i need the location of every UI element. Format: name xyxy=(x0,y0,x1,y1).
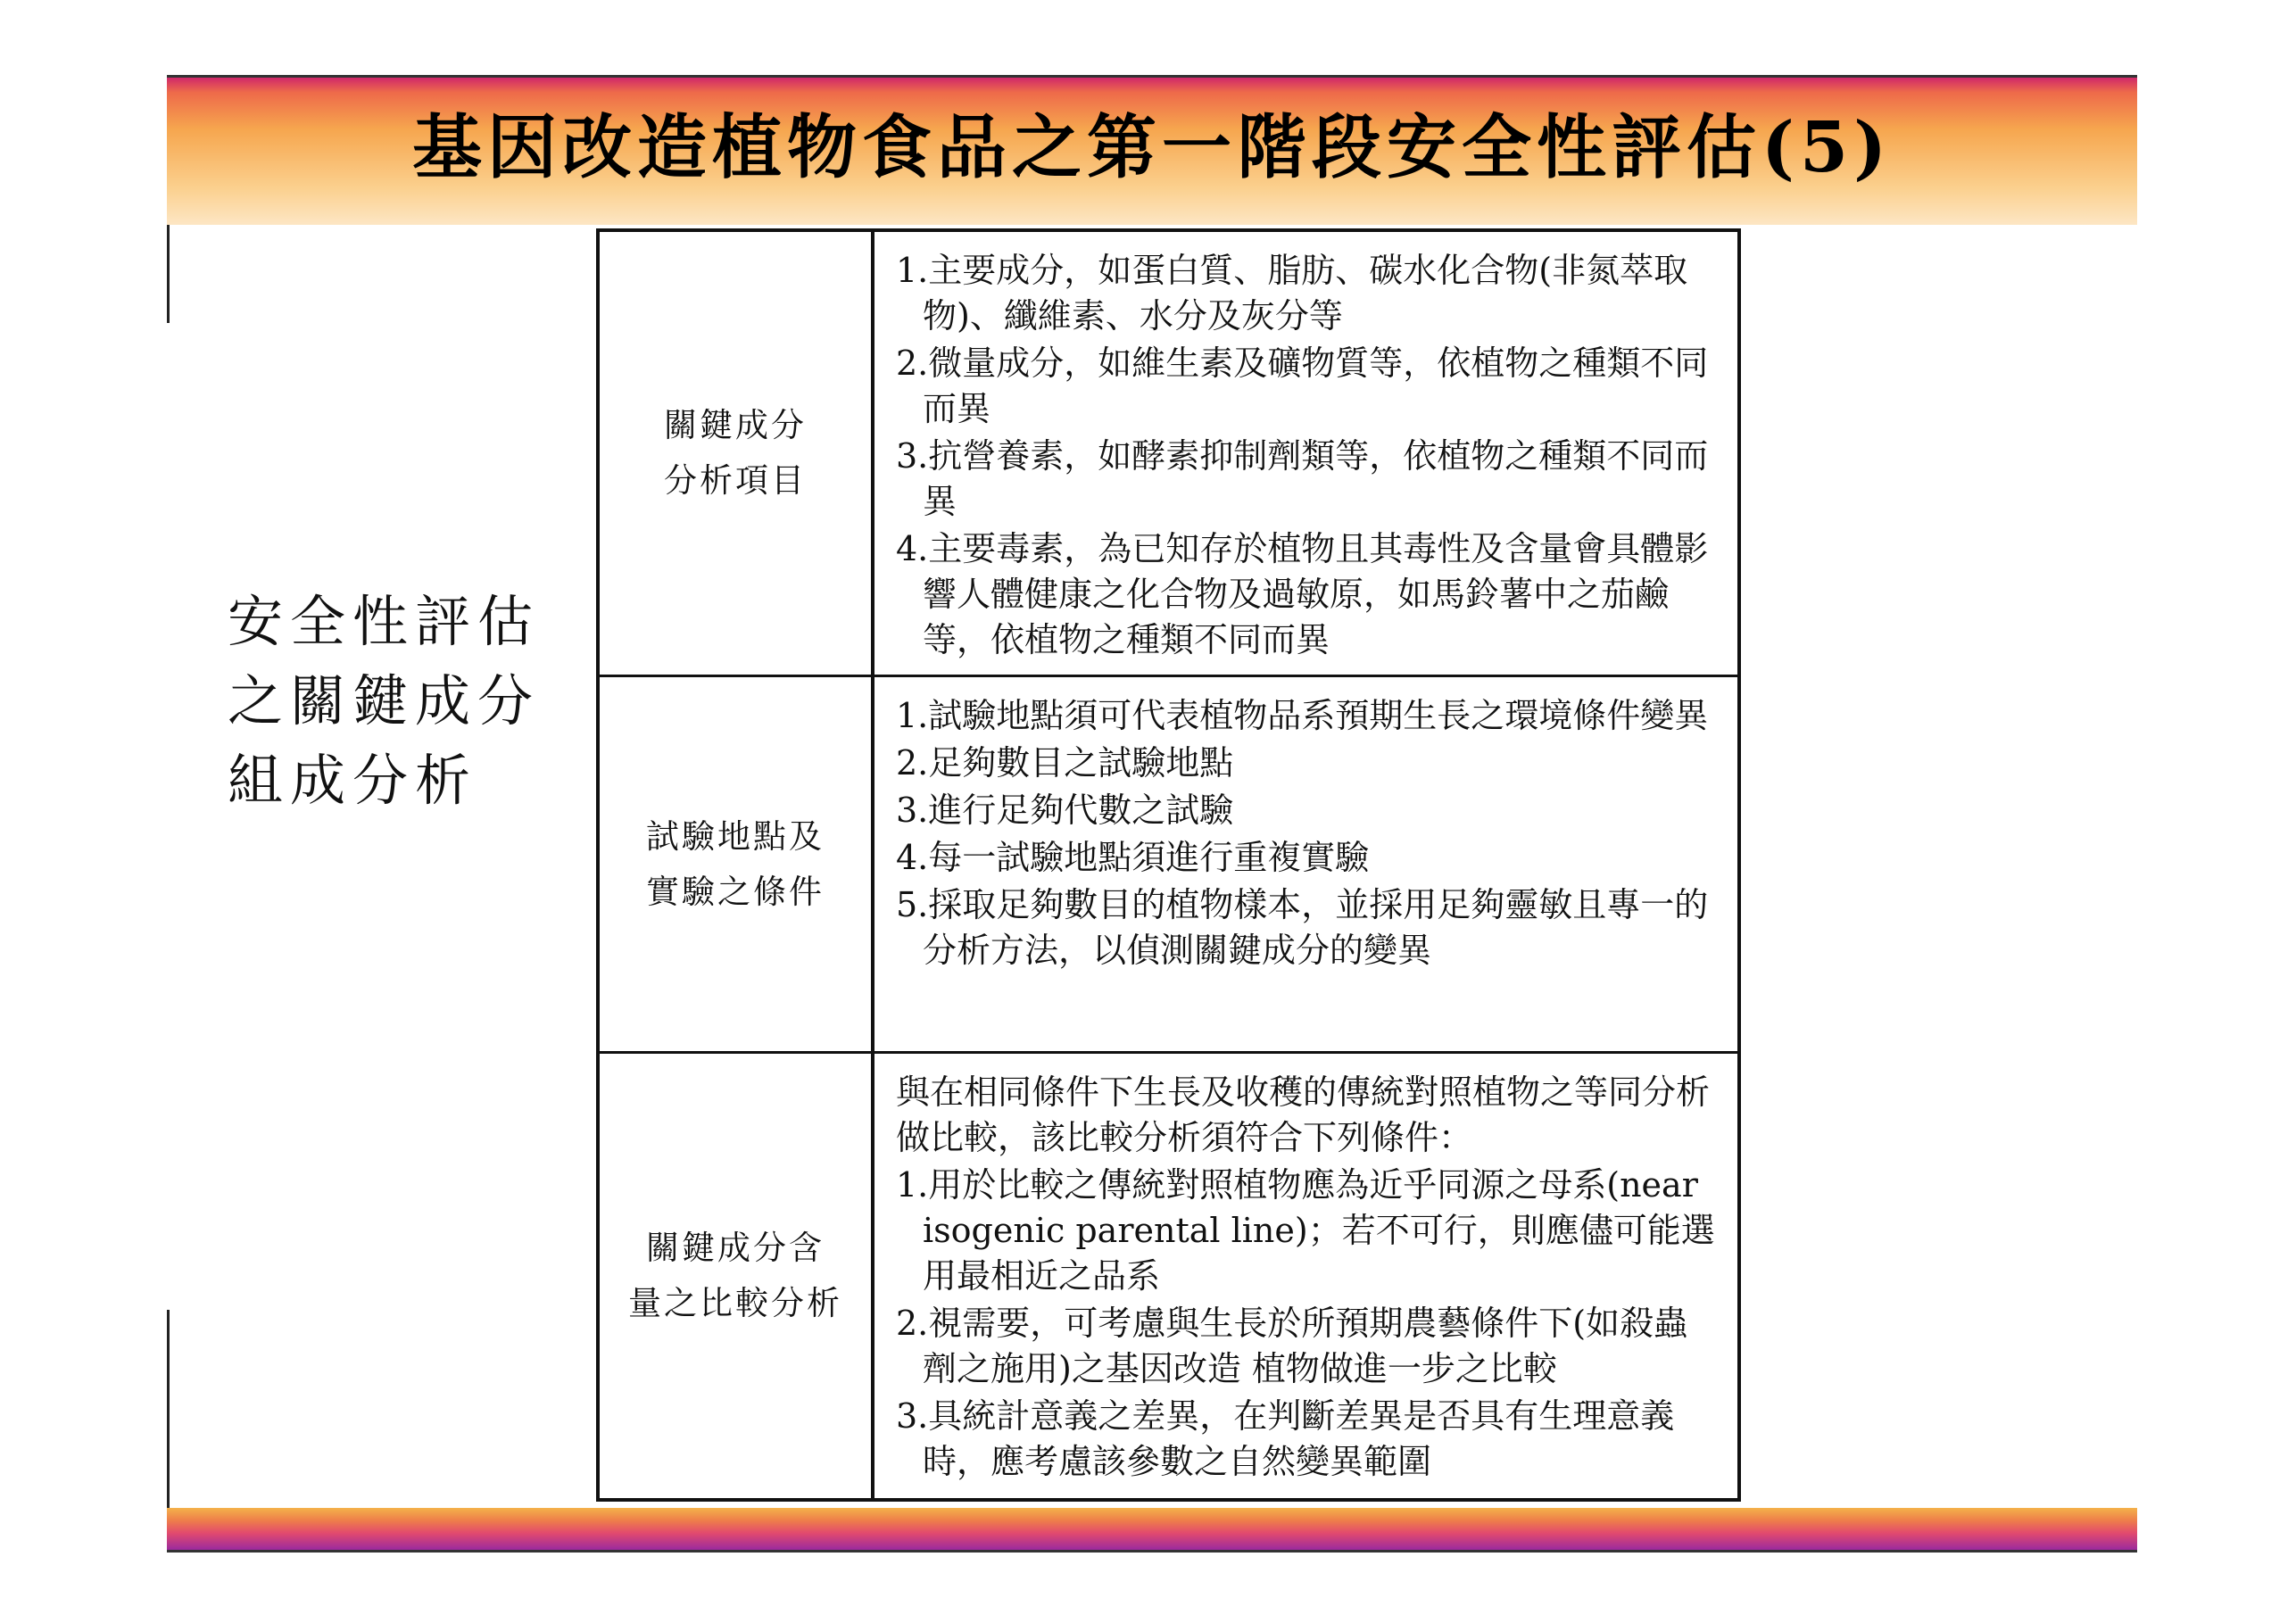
list-item: 1.用於比較之傳統對照植物應為近乎同源之母系(near isogenic parental line)；若不可行，則應儘可能選用最相近之品系 xyxy=(896,1165,1715,1296)
table-row xyxy=(600,1051,1737,1498)
row-label-cell xyxy=(600,1054,874,1498)
list-item: 2.足夠數目之試驗地點 xyxy=(896,743,1234,783)
row-label-line: 實驗之條件 xyxy=(646,872,825,911)
list-item: 4.主要毒素，為已知存於植物且其毒性及含量會具體影響人體健康之化合物及過敏原，如馬鈴薯中之茄鹼等，依植物之種類不同而異 xyxy=(896,529,1709,659)
list-item: 2.視需要，可考慮與生長於所預期農藝條件下(如殺蟲劑之施用)之基因改造 植物做進一步之比較 xyxy=(896,1304,1688,1388)
list-item: 3.抗營養素，如酵素抑制劑類等，依植物之種類不同而異 xyxy=(896,436,1709,521)
side-label-line: 組成分析 xyxy=(228,748,478,813)
analysis-table xyxy=(596,228,1741,1502)
side-label-line: 之關鍵成分 xyxy=(228,668,541,733)
row-label-line: 分析項目 xyxy=(664,461,807,500)
slide-title: 基因改造植物食品之第一階段安全性評估(5) xyxy=(411,107,1893,188)
footer-bar xyxy=(167,1508,2137,1553)
row-label-line: 關鍵成分 xyxy=(664,406,807,444)
row-label-line: 試驗地點及 xyxy=(646,816,825,856)
list-item: 4.每一試驗地點須進行重複實驗 xyxy=(896,838,1370,877)
row-content-cell xyxy=(874,1054,1737,1498)
side-label-line: 安全性評估 xyxy=(228,589,541,654)
list-item: 1.主要成分，如蛋白質、脂肪、碳水化合物(非氮萃取 物)、纖維素、水分及灰分等 xyxy=(896,251,1688,335)
row-content-cell xyxy=(874,677,1737,1051)
list-item: 1.試驗地點須可代表植物品系預期生長之環境條件變異 xyxy=(896,696,1709,735)
table-row xyxy=(600,675,1737,1051)
row-label-line: 量之比較分析 xyxy=(628,1284,842,1322)
table-row xyxy=(600,232,1737,675)
list-item: 3.進行足夠代數之試驗 xyxy=(896,791,1234,830)
row-label-cell xyxy=(600,232,874,675)
comparison-intro: 與在相同條件下生長及收穫的傳統對照植物之等同分析做比較，該比較分析須符合下列條件： xyxy=(896,1072,1711,1157)
row-content-cell xyxy=(874,232,1737,675)
row-label-cell xyxy=(600,677,874,1051)
row-label-line: 關鍵成分含 xyxy=(646,1229,825,1267)
side-label xyxy=(228,582,584,820)
list-item: 2.微量成分，如維生素及礦物質等，依植物之種類不同而異 xyxy=(896,344,1709,428)
list-item: 5.採取足夠數目的植物樣本，並採用足夠靈敏且專一的分析方法，以偵測關鍵成分的變異 xyxy=(896,885,1709,970)
list-item: 3.具統計意義之差異，在判斷差異是否具有生理意義時，應考慮該參數之自然變異範圍 xyxy=(896,1396,1675,1481)
